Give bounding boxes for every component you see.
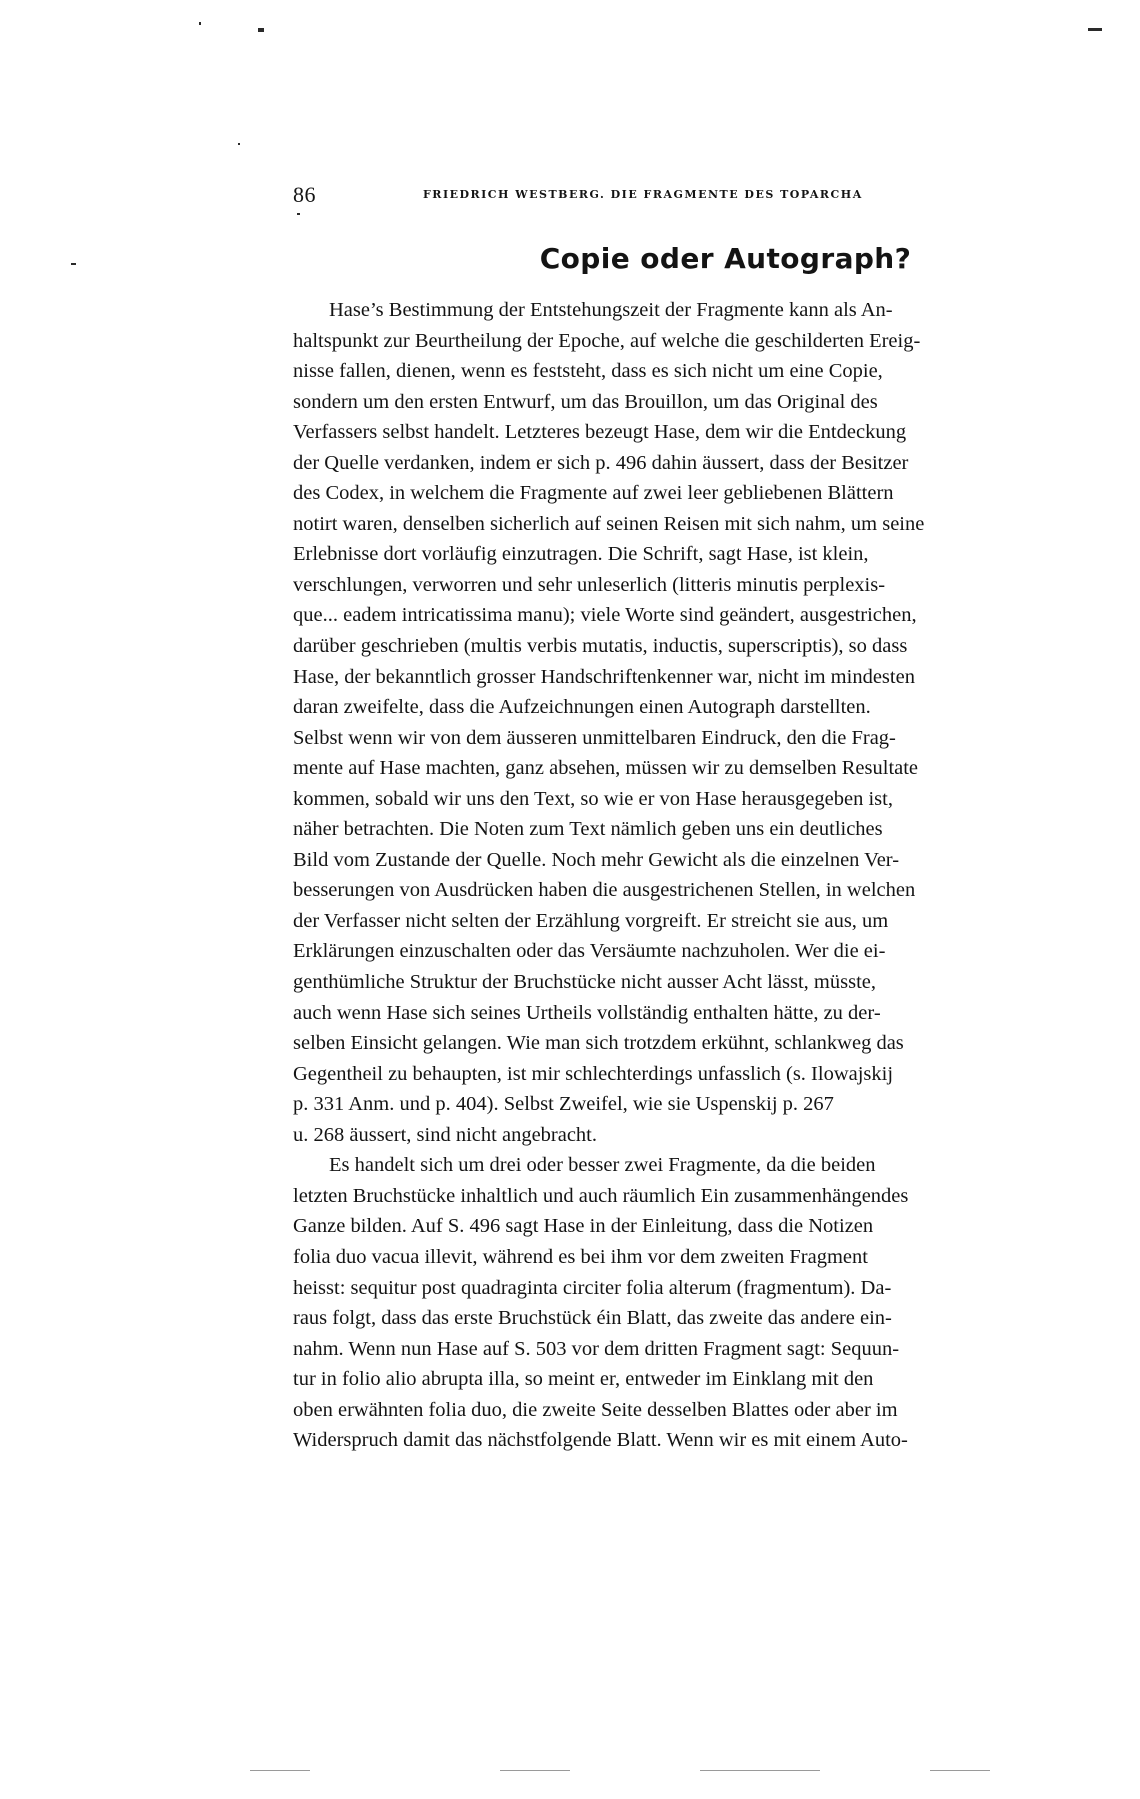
text-line: raus folgt, dass das erste Bruchstück éin Blatt, das zweite das andere ein- (293, 1307, 892, 1330)
scan-rule (700, 1770, 820, 1771)
text-line: oben erwähnten folia duo, die zweite Seite desselben Blattes oder aber im (293, 1398, 898, 1421)
text-line: Hase’s Bestimmung der Entstehungszeit der Fragmente kann als An- (329, 299, 893, 321)
text-line: Erklärungen einzuschalten oder das Versäumte nachzuholen. Wer die ei- (293, 940, 886, 963)
body-text (293, 295, 1048, 1456)
section-title: Copie oder Autograph? (539, 242, 912, 275)
scan-speck (258, 28, 264, 32)
text-line: kommen, sobald wir uns den Text, so wie er von Hase herausgegeben ist, (293, 787, 893, 810)
scan-speck (199, 22, 201, 25)
text-line: daran zweifelte, dass die Aufzeichnungen einen Autograph darstellten. (293, 696, 871, 719)
text-line: que... eadem intricatissima manu); viele Worte sind geändert, ausgestrichen, (293, 604, 917, 627)
text-line: Widerspruch damit das nächstfolgende Blatt. Wenn wir es mit einem Auto- (293, 1429, 908, 1452)
text-line: näher betrachten. Die Noten zum Text nämlich geben uns ein deutliches (293, 818, 883, 841)
text-line: genthümliche Struktur der Bruchstücke nicht ausser Acht lässt, müsste, (293, 971, 876, 994)
text-line: nahm. Wenn nun Hase auf S. 503 vor dem dritten Fragment sagt: Sequun- (293, 1337, 900, 1360)
text-line: Es handelt sich um drei oder besser zwei Fragmente, da die beiden (329, 1154, 876, 1177)
paragraph (293, 295, 1048, 1150)
paragraph (293, 1150, 1048, 1455)
text-line: Gegentheil zu behaupten, ist mir schlechterdings unfasslich (s. Ilowajskij (293, 1062, 894, 1085)
text-line: selben Einsicht gelangen. Wie man sich trotzdem erkühnt, schlankweg das (293, 1032, 904, 1055)
text-line: p. 331 Anm. und p. 404). Selbst Zweifel, wie sie Uspenskij p. 267 (293, 1093, 834, 1116)
running-title: FRIEDRICH WESTBERG. DIE FRAGMENTE DES TOPARCHA (423, 188, 863, 201)
text-line: des Codex, in welchem die Fragmente auf zwei leer gebliebenen Blättern (293, 482, 894, 505)
text-line: darüber geschrieben (multis verbis mutatis, inductis, superscriptis), so dass (293, 635, 908, 658)
text-line: nisse fallen, dienen, wenn es feststeht, dass es sich nicht um eine Copie, (293, 360, 883, 383)
text-line: sondern um den ersten Entwurf, um das Brouillon, um das Original des (293, 390, 878, 413)
text-line: heisst: sequitur post quadraginta circiter folia alterum (fragmentum). Da- (293, 1276, 892, 1299)
text-line: Verfassers selbst handelt. Letzteres bezeugt Hase, dem wir die Entdeckung (293, 421, 907, 444)
scan-speck (238, 143, 240, 145)
text-line: Ganze bilden. Auf S. 496 sagt Hase in der Einleitung, dass die Notizen (293, 1215, 874, 1238)
scan-rule (250, 1770, 310, 1771)
scan-speck (1088, 28, 1102, 31)
text-line: letzten Bruchstücke inhaltlich und auch räumlich Ein zusammenhängendes (293, 1184, 909, 1207)
text-line: notirt waren, denselben sicherlich auf seinen Reisen mit sich nahm, um seine (293, 512, 925, 535)
scan-rule (930, 1770, 990, 1771)
text-line: Hase, der bekanntlich grosser Handschriftenkenner war, nicht im mindesten (293, 665, 915, 688)
text-line: der Verfasser nicht selten der Erzählung vorgreift. Er streicht sie aus, um (293, 909, 889, 932)
text-line: Bild vom Zustande der Quelle. Noch mehr Gewicht als die einzelnen Ver- (293, 848, 900, 871)
text-line: haltspunkt zur Beurtheilung der Epoche, auf welche die geschilderten Ereig- (293, 329, 921, 352)
text-line: mente auf Hase machten, ganz absehen, müssen wir zu demselben Resultate (293, 757, 919, 780)
text-line: der Quelle verdanken, indem er sich p. 496 dahin äussert, dass der Besitzer (293, 451, 909, 474)
running-head (293, 180, 943, 216)
text-line: u. 268 äussert, sind nicht angebracht. (293, 1123, 598, 1146)
scan-speck (71, 263, 76, 265)
text-line: folia duo vacua illevit, während es bei ihm vor dem zweiten Fragment (293, 1245, 868, 1268)
text-line: verschlungen, verworren und sehr unleserlich (litteris minutis perplexis- (293, 573, 886, 596)
text-line: Erlebnisse dort vorläufig einzutragen. Die Schrift, sagt Hase, ist klein, (293, 543, 869, 566)
scan-rule (500, 1770, 570, 1771)
text-line: besserungen von Ausdrücken haben die ausgestrichenen Stellen, in welchen (293, 879, 916, 902)
page-number: 86 (293, 182, 316, 207)
text-line: tur in folio alio abrupta illa, so meint er, entweder im Einklang mit den (293, 1368, 874, 1391)
text-line: auch wenn Hase sich seines Urtheils vollständig enthalten hätte, zu der- (293, 1001, 881, 1024)
text-line: Selbst wenn wir von dem äusseren unmittelbaren Eindruck, den die Frag- (293, 726, 896, 749)
